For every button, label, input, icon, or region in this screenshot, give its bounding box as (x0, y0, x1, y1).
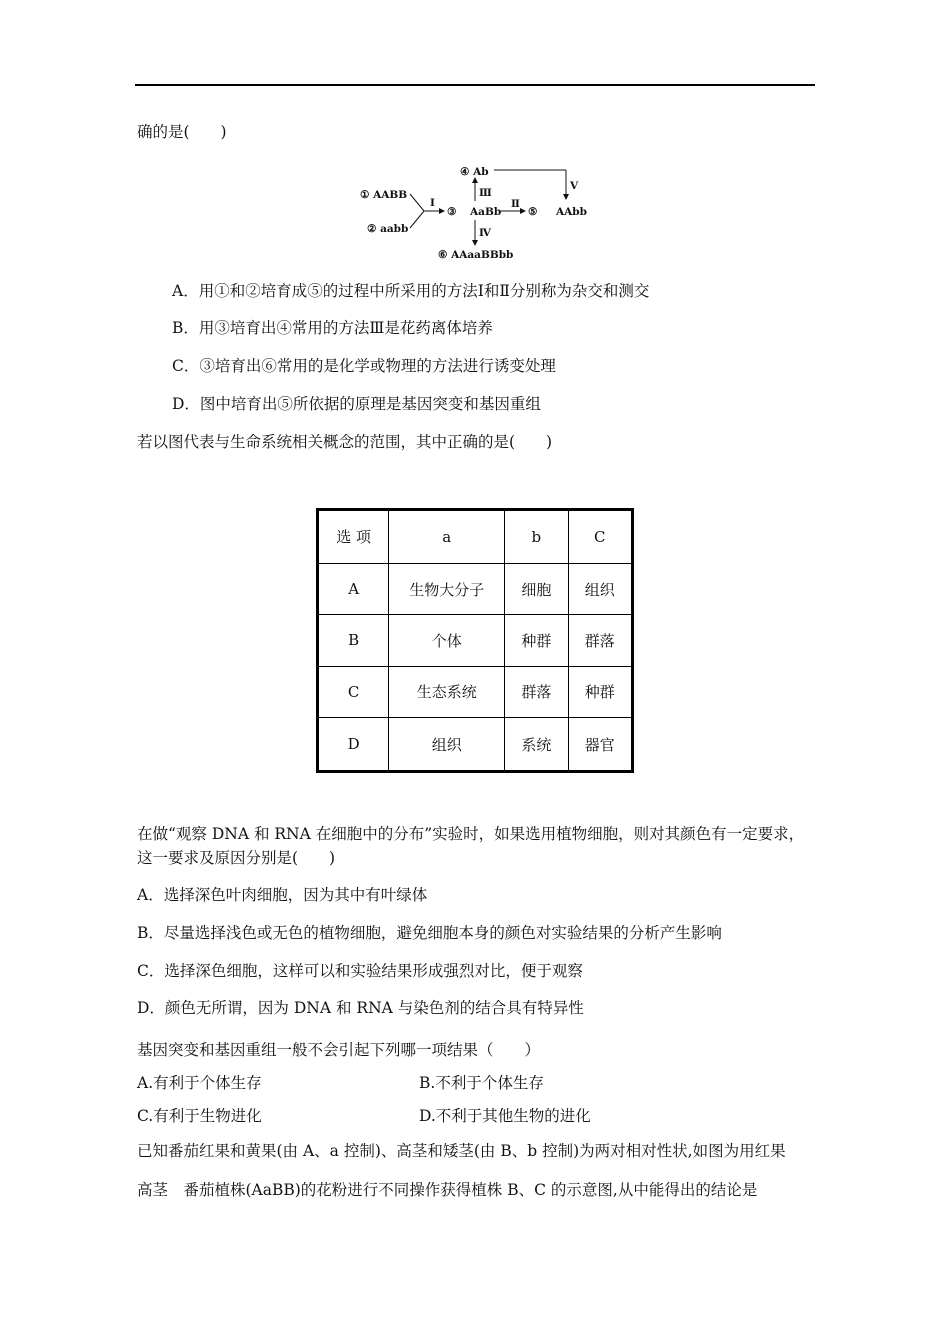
q1-option-b: B．用③培育出④常用的方法Ⅲ是花药离体培养 (172, 319, 493, 337)
table-cell: 器官 (568, 718, 632, 772)
breeding-diagram (350, 156, 610, 268)
q3-option-b: B．尽量选择浅色或无色的植物细胞，避免细胞本身的颜色对实验结果的分析产生影响 (137, 924, 722, 942)
table-cell: 生物大分子 (389, 563, 505, 614)
q3-stem-line-2: 这一要求及原因分别是( ) (137, 849, 336, 867)
table-header-cell: a (389, 510, 505, 564)
table-cell: 组织 (568, 563, 632, 614)
q4-option-d: D.不利于其他生物的进化 (419, 1107, 591, 1125)
options-table (316, 508, 634, 773)
node-1: ① AABB (360, 189, 408, 201)
table-cell: D (318, 718, 389, 772)
q3-option-c: C．选择深色细胞，这样可以和实验结果形成强烈对比，便于观察 (137, 962, 583, 980)
q2-stem: 若以图代表与生命系统相关概念的范围，其中正确的是( ) (137, 433, 553, 451)
method-4: Ⅳ (479, 227, 491, 239)
node-5: ⑤ (528, 206, 538, 218)
method-3: Ⅲ (479, 187, 492, 199)
table-header-cell: 选 项 (318, 510, 389, 564)
q3-stem-line-1: 在做“观察 DNA 和 RNA 在细胞中的分布”实验时，如果选用植物细胞，则对其颜色有一定要求， (137, 825, 805, 843)
table-cell: 生态系统 (389, 666, 505, 717)
table-cell: 系统 (505, 718, 568, 772)
q5-line-2: 高茎 番茄植株(AaBB)的花粉进行不同操作获得植株 B、C 的示意图,从中能得出的结论是 (137, 1181, 758, 1199)
node-2: ② aabb (367, 223, 409, 235)
table-cell: 组织 (389, 718, 505, 772)
q1-stem-tail: 确的是( ) (137, 123, 227, 141)
table-cell: B (318, 615, 389, 666)
node-3-genotype: AaBb (470, 206, 502, 218)
q1-option-a: A．用①和②培育成⑤的过程中所采用的方法Ⅰ和Ⅱ分别称为杂交和测交 (172, 282, 650, 300)
table-cell: 种群 (568, 666, 632, 717)
method-5: Ⅴ (570, 180, 579, 192)
q1-option-d: D．图中培育出⑤所依据的原理是基因突变和基因重组 (172, 395, 541, 413)
table-cell: C (318, 666, 389, 717)
node-5-genotype: AAbb (556, 206, 587, 218)
table-cell: 群落 (505, 666, 568, 717)
table-row (318, 718, 633, 772)
q5-line-1: 已知番茄红果和黄果(由 A、a 控制)、高茎和矮茎(由 B、b 控制)为两对相对性状,如图为用红果 (137, 1142, 786, 1160)
method-1: Ⅰ (430, 197, 435, 209)
table-row (318, 563, 633, 614)
header-rule (135, 84, 815, 86)
table-cell: 种群 (505, 615, 568, 666)
table-cell: 群落 (568, 615, 632, 666)
q4-option-a: A.有利于个体生存 (137, 1074, 262, 1092)
q4-stem: 基因突变和基因重组一般不会引起下列哪一项结果（ ） (137, 1041, 541, 1059)
table-cell: A (318, 563, 389, 614)
node-6: ⑥ AAaaBBbb (438, 249, 514, 261)
node-4: ④ Ab (460, 166, 489, 178)
q1-option-c: C．③培育出⑥常用的是化学或物理的方法进行诱变处理 (172, 357, 556, 375)
q3-option-d: D．颜色无所谓，因为 DNA 和 RNA 与染色剂的结合具有特异性 (137, 999, 584, 1017)
table-row (318, 666, 633, 717)
table-cell: 细胞 (505, 563, 568, 614)
q4-option-c: C.有利于生物进化 (137, 1107, 262, 1125)
node-3: ③ (447, 206, 457, 218)
table-row (318, 615, 633, 666)
q3-option-a: A．选择深色叶肉细胞，因为其中有叶绿体 (137, 886, 428, 904)
table-header-cell: b (505, 510, 568, 564)
method-2: Ⅱ (511, 198, 520, 210)
table-header-row (318, 510, 633, 564)
q4-option-b: B.不利于个体生存 (419, 1074, 544, 1092)
table-header-cell: C (568, 510, 632, 564)
table-cell: 个体 (389, 615, 505, 666)
